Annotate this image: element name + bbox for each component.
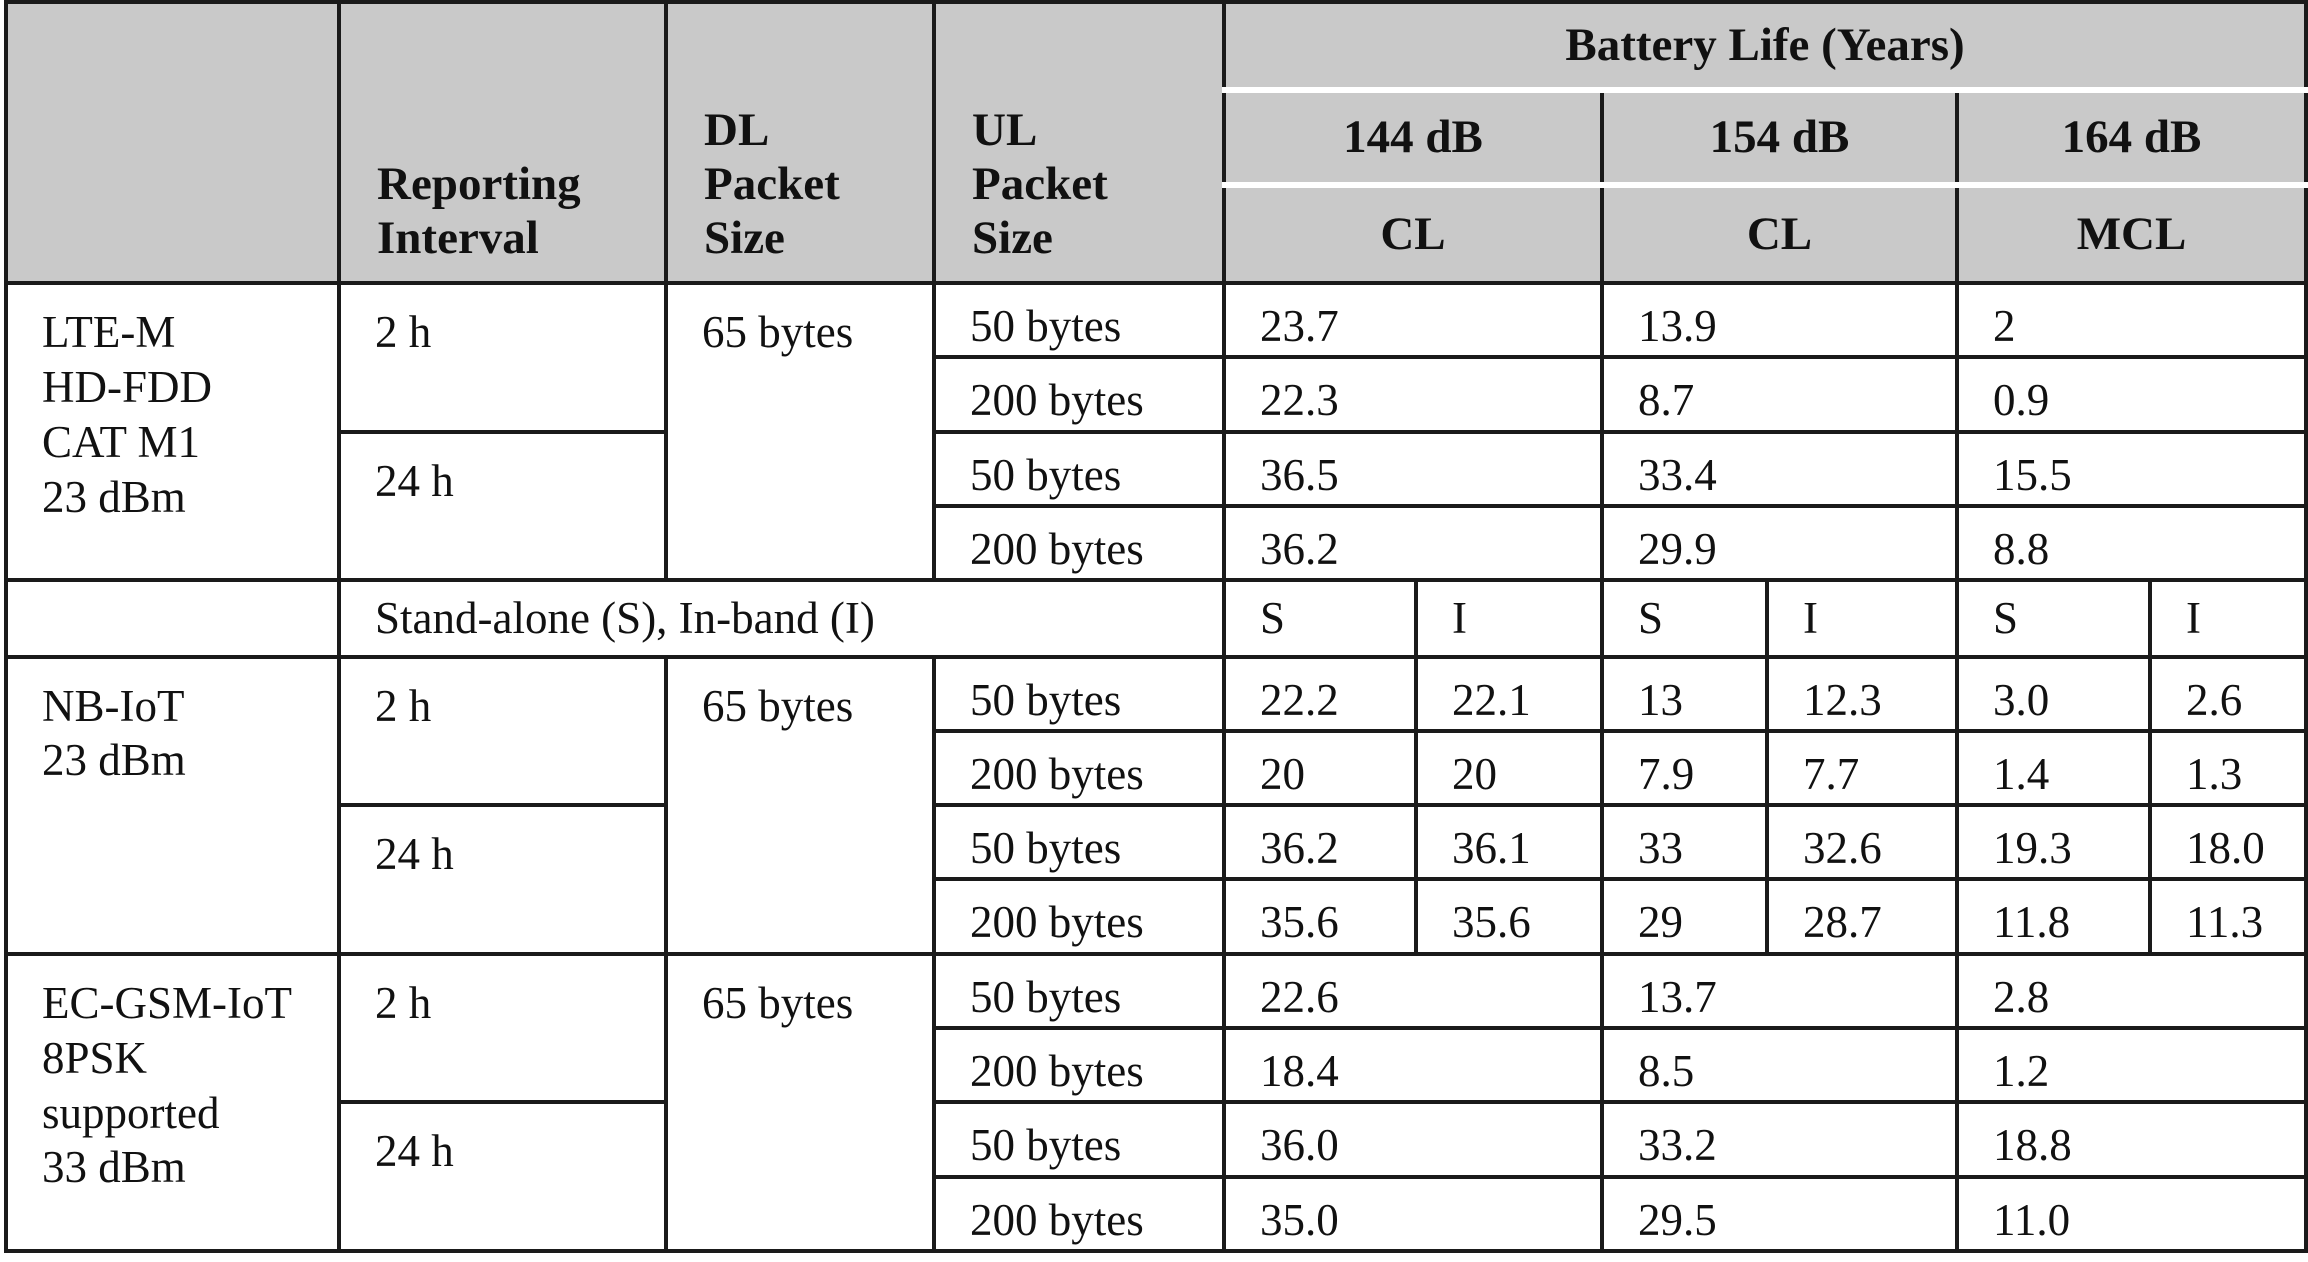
value-cell: 11.3 xyxy=(2150,879,2306,953)
value-cell: 35.6 xyxy=(1224,879,1416,953)
mode-cell: I xyxy=(1416,580,1602,656)
interval-cell: 24 h xyxy=(339,1102,666,1251)
interval-cell: 24 h xyxy=(339,432,666,581)
value-cell: 35.0 xyxy=(1224,1177,1602,1251)
tech-line: 8PSK xyxy=(42,1032,148,1083)
header-empty-cell xyxy=(6,2,339,283)
mode-cell: S xyxy=(1602,580,1767,656)
value-cell: 18.4 xyxy=(1224,1028,1602,1102)
header-coupling-loss-154: 154 dB xyxy=(1602,90,1957,185)
value-cell: 1.3 xyxy=(2150,731,2306,805)
ul-size-cell: 200 bytes xyxy=(934,879,1224,953)
tech-line: HD-FDD xyxy=(42,361,213,412)
dl-size-cell: 65 bytes xyxy=(666,283,934,580)
value-cell: 8.5 xyxy=(1602,1028,1957,1102)
value-cell: 2 xyxy=(1957,283,2306,357)
ul-size-cell: 50 bytes xyxy=(934,283,1224,357)
header-battery-life: Battery Life (Years) xyxy=(1224,2,2306,90)
value-cell: 36.1 xyxy=(1416,805,1602,879)
ul-size-cell: 200 bytes xyxy=(934,1028,1224,1102)
table-row xyxy=(6,432,2306,506)
value-cell: 11.0 xyxy=(1957,1177,2306,1251)
mode-cell: I xyxy=(1767,580,1957,656)
value-cell: 0.9 xyxy=(1957,357,2306,431)
ul-size-cell: 200 bytes xyxy=(934,506,1224,580)
value-cell: 23.7 xyxy=(1224,283,1602,357)
battery-life-table xyxy=(4,0,2308,1253)
value-cell: 29 xyxy=(1602,879,1767,953)
value-cell: 7.7 xyxy=(1767,731,1957,805)
value-cell: 33 xyxy=(1602,805,1767,879)
value-cell: 22.1 xyxy=(1416,657,1602,731)
tech-line: CAT M1 xyxy=(42,416,200,467)
value-cell: 18.0 xyxy=(2150,805,2306,879)
header-coupling-type-144: CL xyxy=(1224,185,1602,283)
tech-cell-ec-gsm-iot xyxy=(6,954,339,1251)
table-row xyxy=(6,954,2306,1028)
tech-cell-lte-m xyxy=(6,283,339,580)
mode-cell: I xyxy=(2150,580,2306,656)
ul-size-cell: 50 bytes xyxy=(934,954,1224,1028)
mode-row xyxy=(6,580,2306,656)
value-cell: 2.6 xyxy=(2150,657,2306,731)
mode-label: Stand-alone (S), In-band (I) xyxy=(339,580,1224,656)
ul-size-cell: 200 bytes xyxy=(934,1177,1224,1251)
value-cell: 29.9 xyxy=(1602,506,1957,580)
ul-size-cell: 50 bytes xyxy=(934,657,1224,731)
header-dl-packet-size: DL Packet Size xyxy=(666,2,934,283)
table-header xyxy=(6,2,2306,283)
value-cell: 20 xyxy=(1416,731,1602,805)
value-cell: 7.9 xyxy=(1602,731,1767,805)
ul-size-cell: 50 bytes xyxy=(934,432,1224,506)
tech-line: 33 dBm xyxy=(42,1142,186,1193)
interval-cell: 2 h xyxy=(339,657,666,806)
dl-size-cell: 65 bytes xyxy=(666,657,934,954)
header-coupling-loss-164: 164 dB xyxy=(1957,90,2306,185)
dl-size-cell: 65 bytes xyxy=(666,954,934,1251)
value-cell: 1.2 xyxy=(1957,1028,2306,1102)
mode-cell: S xyxy=(1224,580,1416,656)
ul-size-cell: 50 bytes xyxy=(934,805,1224,879)
ul-size-cell: 200 bytes xyxy=(934,357,1224,431)
value-cell: 22.2 xyxy=(1224,657,1416,731)
value-cell: 29.5 xyxy=(1602,1177,1957,1251)
table-row xyxy=(6,1102,2306,1176)
value-cell: 3.0 xyxy=(1957,657,2150,731)
value-cell: 15.5 xyxy=(1957,432,2306,506)
mode-empty-cell xyxy=(6,580,339,656)
header-coupling-type-164: MCL xyxy=(1957,185,2306,283)
value-cell: 33.2 xyxy=(1602,1102,1957,1176)
value-cell: 33.4 xyxy=(1602,432,1957,506)
value-cell: 28.7 xyxy=(1767,879,1957,953)
value-cell: 13.7 xyxy=(1602,954,1957,1028)
tech-line: 23 dBm xyxy=(42,735,186,786)
value-cell: 2.8 xyxy=(1957,954,2306,1028)
header-coupling-type-154: CL xyxy=(1602,185,1957,283)
tech-line: 23 dBm xyxy=(42,471,186,522)
ul-size-cell: 50 bytes xyxy=(934,1102,1224,1176)
table-row xyxy=(6,805,2306,879)
tech-line: LTE-M xyxy=(42,307,176,357)
header-coupling-loss-144: 144 dB xyxy=(1224,90,1602,185)
value-cell: 8.8 xyxy=(1957,506,2306,580)
table-body xyxy=(6,283,2306,1251)
mode-cell: S xyxy=(1957,580,2150,656)
value-cell: 36.2 xyxy=(1224,506,1602,580)
interval-cell: 2 h xyxy=(339,954,666,1103)
table-row xyxy=(6,657,2306,731)
value-cell: 36.0 xyxy=(1224,1102,1602,1176)
value-cell: 35.6 xyxy=(1416,879,1602,953)
header-ul-packet-size: UL Packet Size xyxy=(934,2,1224,283)
value-cell: 36.5 xyxy=(1224,432,1602,506)
value-cell: 12.3 xyxy=(1767,657,1957,731)
value-cell: 19.3 xyxy=(1957,805,2150,879)
value-cell: 20 xyxy=(1224,731,1416,805)
tech-line: supported xyxy=(42,1087,220,1138)
value-cell: 11.8 xyxy=(1957,879,2150,953)
ul-size-cell: 200 bytes xyxy=(934,731,1224,805)
value-cell: 18.8 xyxy=(1957,1102,2306,1176)
value-cell: 13 xyxy=(1602,657,1767,731)
table-row xyxy=(6,283,2306,357)
tech-line: EC-GSM-IoT xyxy=(42,977,292,1028)
interval-cell: 2 h xyxy=(339,283,666,432)
value-cell: 13.9 xyxy=(1602,283,1957,357)
interval-cell: 24 h xyxy=(339,805,666,954)
value-cell: 32.6 xyxy=(1767,805,1957,879)
value-cell: 22.6 xyxy=(1224,954,1602,1028)
value-cell: 8.7 xyxy=(1602,357,1957,431)
value-cell: 36.2 xyxy=(1224,805,1416,879)
tech-line: NB-IoT xyxy=(42,680,185,731)
value-cell: 1.4 xyxy=(1957,731,2150,805)
header-reporting-interval: Reporting Interval xyxy=(339,2,666,283)
value-cell: 22.3 xyxy=(1224,357,1602,431)
tech-cell-nb-iot xyxy=(6,657,339,954)
